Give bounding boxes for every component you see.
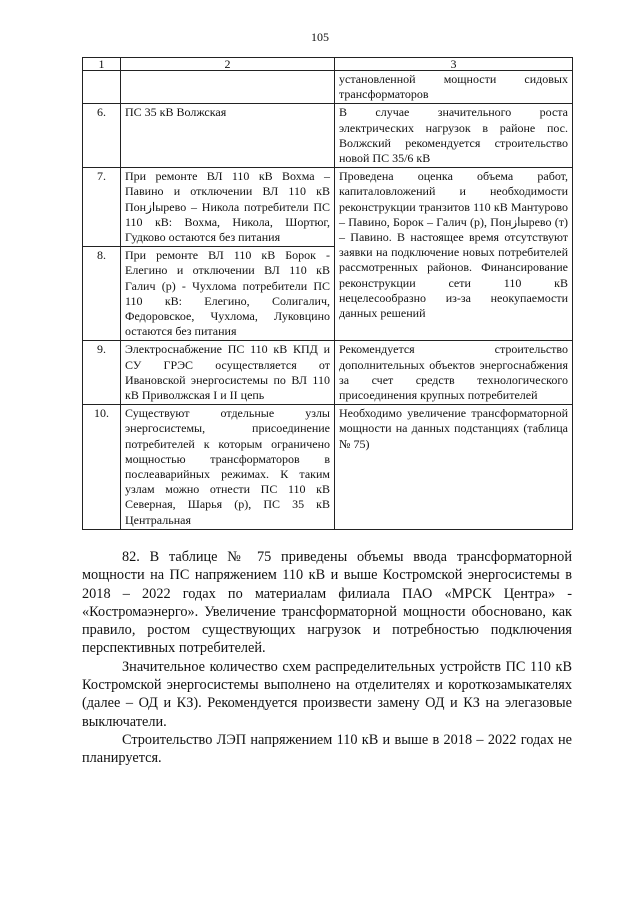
header-cell-3: 3 <box>335 58 573 71</box>
row-number: 6. <box>83 104 121 168</box>
body-text <box>82 548 572 768</box>
paragraph-82: 82. В таблице № 75 приведены объемы ввода трансформаторной мощности на ПС напряжением 110 кВ и выше Костромской энергосистемы в 2018 – 2022 годах по материалам филиала ПАО «МРСК Центра» - «Костромаэнерго». Увеличение трансформаторной мощности обосновано, как правило, ростом существующих нагрузок и потребностью подключения перспективных потребителей. <box>82 549 572 657</box>
row-number: 10. <box>83 405 121 530</box>
data-table <box>82 57 573 530</box>
header-cell-2: 2 <box>121 58 335 71</box>
page-number: 105 <box>311 30 329 44</box>
recommendation-cell: В случае значительного роста электрических нагрузок в районе пос. Волжский рекомендуется строительство новой ПС 35/6 кВ <box>335 104 573 168</box>
row-number: 9. <box>83 341 121 405</box>
recommendation-cell: Необходимо увеличение трансформаторной мощности на данных подстанциях (таблица № 75) <box>335 405 573 530</box>
row-number: 7. <box>83 168 121 247</box>
continuation-cell: установленной мощности сидовых трансформаторов <box>335 71 573 104</box>
problem-cell: Электроснабжение ПС 110 кВ КПД и СУ ГРЭС осуществляется от Ивановской энергосистемы по ВЛ 110 кВ Приволжская I и II цепь <box>121 341 335 405</box>
recommendation-cell: Рекомендуется строительство дополнительных объектов энергоснабжения за счет средств технологического присоединения крупных потребителей <box>335 341 573 405</box>
table-row-10 <box>83 405 573 530</box>
problem-cell: Существуют отдельные узлы энергосистемы, присоединение потребителей к которым ограничено мощностью трансформаторов в послеаварийных режимах. К таким узлам можно отнести ПС 110 кВ Северная, Шарья (р), ПС 35 кВ Центральная <box>121 405 335 530</box>
merged-recommendation-cell: Проведена оценка объема работ, капиталовложений и необходимости реконструкции транзитов 110 кВ Мантурово – Павино, Борок – Галич (р), Понازырево (т) – Павино. В настоящее время отсутствуют заявки на подключение новых потребителей рассмотренных районов. Финансирование реконструкции сети 110 кВ нецелесообразно из-за неокупаемости данных решений <box>335 168 573 341</box>
problem-cell: ПС 35 кВ Волжская <box>121 104 335 168</box>
table-row-6 <box>83 104 573 168</box>
table-row-9 <box>83 341 573 405</box>
table-row-7 <box>83 168 573 247</box>
problem-cell: При ремонте ВЛ 110 кВ Вохма – Павино и отключении ВЛ 110 кВ Понازырево – Никола потребители ПС 110 кВ: Вохма, Никола, Шортюг, Гудково остаются без питания <box>121 168 335 247</box>
problem-cell: При ремонте ВЛ 110 кВ Борок - Елегино и отключении ВЛ 110 кВ Галич (р) - Чухлома потребители ПС 110 кВ: Елегино, Солигалич, Федоровское, Чухлома, Луковцино остаются без питания <box>121 247 335 341</box>
paragraph-power-lines: Строительство ЛЭП напряжением 110 кВ и выше в 2018 – 2022 годах не планируется. <box>82 731 572 767</box>
header-cell-1: 1 <box>83 58 121 71</box>
paragraph-switchgear: Значительное количество схем распределительных устройств ПС 110 кВ Костромской энергосистемы выполнено на отделителях и короткозамыкателях (далее – ОД и КЗ). Рекомендуется произвести замену ОД и КЗ на элегазовые выключатели. <box>82 658 572 730</box>
table-row-continuation <box>83 71 573 104</box>
row-number: 8. <box>83 247 121 341</box>
table-header-row <box>83 58 573 71</box>
